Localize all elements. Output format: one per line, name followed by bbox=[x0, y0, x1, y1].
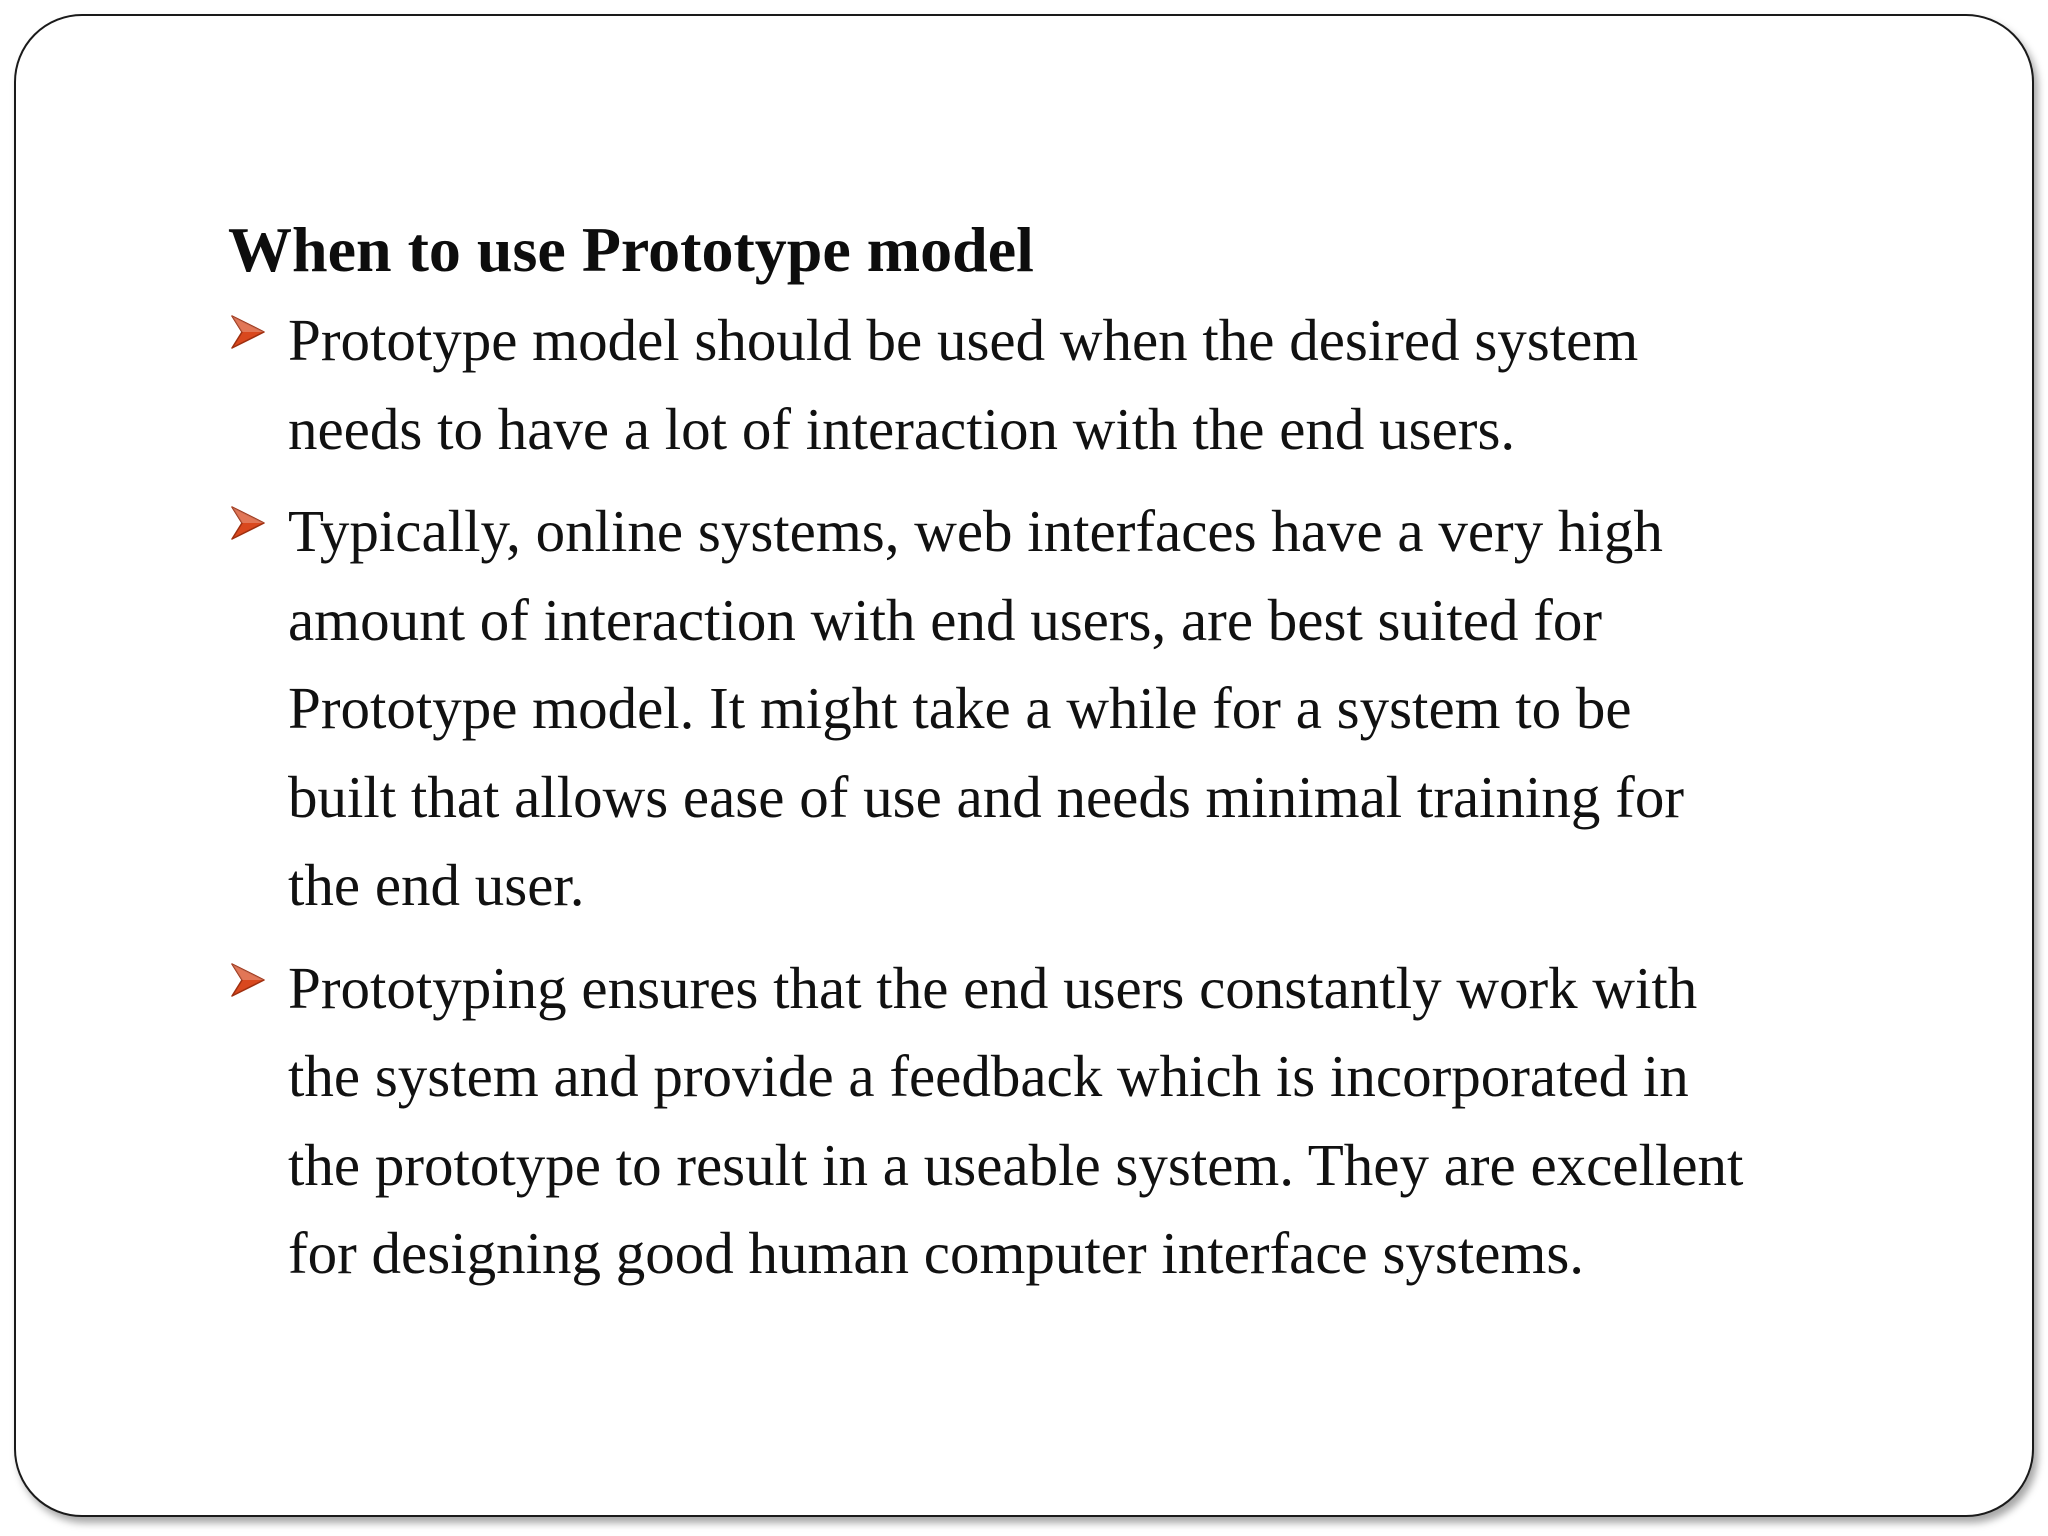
bullet-list bbox=[228, 296, 1948, 1298]
arrow-bullet-icon bbox=[228, 312, 268, 352]
bullet-line: amount of interaction with end users, are best suited for bbox=[288, 586, 1603, 653]
bullet-line: Prototype model. It might take a while for a system to be bbox=[288, 675, 1632, 741]
arrow-bullet-icon bbox=[228, 503, 268, 543]
bullet-line: the system and provide a feedback which is incorporated in bbox=[288, 1043, 1689, 1109]
bullet-line: built that allows ease of use and needs minimal training for bbox=[288, 763, 1684, 830]
arrow-bullet-icon bbox=[228, 960, 268, 1000]
bullet-line: the end user. bbox=[288, 852, 585, 918]
bullet-item-1 bbox=[228, 296, 1948, 473]
bullet-line: Prototype model should be used when the desired system bbox=[288, 307, 1639, 373]
bullet-line: Typically, online systems, web interfaces have a very high bbox=[288, 498, 1663, 564]
bullet-line: for designing good human computer interface systems. bbox=[288, 1220, 1585, 1286]
bullet-item-3 bbox=[228, 944, 1948, 1298]
bullet-item-2 bbox=[228, 487, 1948, 930]
bullet-line: Prototyping ensures that the end users constantly work with bbox=[288, 954, 1698, 1021]
slide-content bbox=[228, 210, 1948, 1312]
bullet-line: the prototype to result in a useable system. They are excellent bbox=[288, 1131, 1744, 1198]
bullet-line: needs to have a lot of interaction with the end users. bbox=[288, 395, 1516, 462]
slide-title: When to use Prototype model bbox=[228, 214, 1034, 285]
